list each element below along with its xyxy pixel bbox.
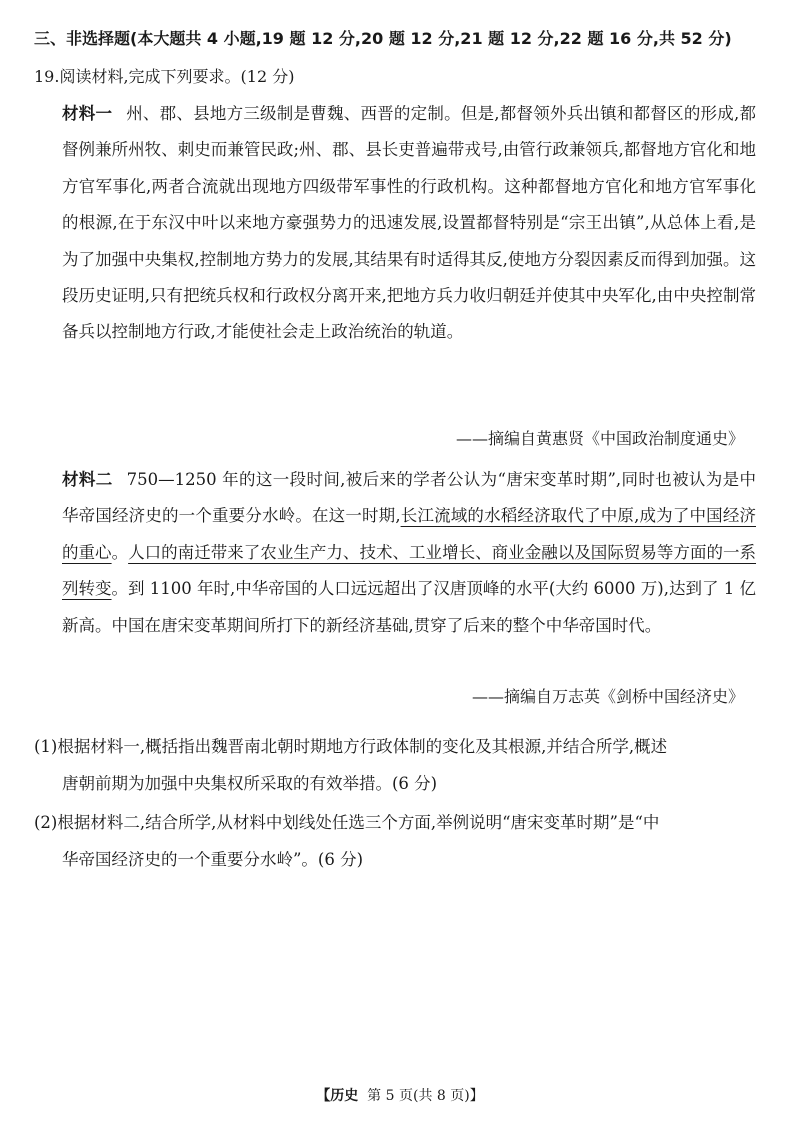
material-1-label: 材料一 xyxy=(62,104,113,123)
material-2-text-a: 750—1250 年的这一段时间,被后来的学者公认为“唐宋变革时期”,同时也被认为是中华帝国经济史的一个重要分水岭。在这一时期, xyxy=(62,470,756,526)
task-1-line-1: (1)根据材料一,概括指出魏晋南北朝时期地方行政体制的变化及其根源,并结合所学,概述 xyxy=(34,737,668,756)
question-title: 19.阅读材料,完成下列要求。(12 分) xyxy=(34,67,295,86)
task-2 xyxy=(34,804,758,878)
material-1 xyxy=(62,96,756,351)
material-1-text: 州、郡、县地方三级制是曹魏、西晋的定制。但是,都督领外兵出镇和都督区的形成,都督例兼所州牧、刺史而兼管民政;州、郡、县长吏普遍带戎号,由管行政兼领兵,都督地方官化和地方官军事化,两者合流就出现地方四级带军事性的行政机构。这种都督地方官化和地方官军事化的根源,在于东汉中叶以来地方豪强势力的迅速发展,设置都督特别是“宗王出镇”,从总体上看,是为了加强中央集权,控制地方势力的发展,其结果有时适得其反,使地方分裂因素反而得到加强。这段历史证明,只有把统兵权和行政权分离开来,把地方兵力收归朝廷并使其中央军化,由中央控制常备兵以控制地方行政,才能使社会走上政治统治的轨道。 xyxy=(62,104,756,342)
material-2-label: 材料二 xyxy=(62,470,113,489)
material-2-underline-2: 人口的南迁带来了农业生产力、技术、工业增长、商业金融以及国际贸易等方面的一系列转变 xyxy=(62,542,757,599)
footer-subject: 【历史 xyxy=(316,1088,359,1104)
task-1 xyxy=(34,728,758,802)
page-footer xyxy=(0,1086,800,1106)
footer-page-number: 第 5 页(共 8 页)】 xyxy=(367,1088,484,1104)
material-2-underline-1: 长江流域的水稻经济取代了中原,成为了中国经济的重心 xyxy=(62,506,756,562)
task-1-line-2: 唐朝前期为加强中央集权所采取的有效举措。(6 分) xyxy=(62,774,438,793)
material-2 xyxy=(62,462,756,644)
material-2-text-c: 。到 1100 年时,中华帝国的人口远远超出了汉唐顶峰的水平(大约 6000 万),达到了 1 亿新高。中国在唐宋变革期间所打下的新经济基础,贯穿了后来的整个中华帝国时代。 xyxy=(62,579,756,635)
material-2-text-b: 。 xyxy=(111,542,129,562)
material-2-source: ——摘编自万志英《剑桥中国经济史》 xyxy=(471,687,744,706)
task-2-line-2: 华帝国经济史的一个重要分水岭”。(6 分) xyxy=(62,850,364,869)
section-title: 三、非选择题(本大题共 4 小题,19 题 12 分,20 题 12 分,21 题 12 分,22 题 16 分,共 52 分) xyxy=(34,29,732,48)
task-2-line-1: (2)根据材料二,结合所学,从材料中划线处任选三个方面,举例说明“唐宋变革时期”是“中 xyxy=(34,813,660,832)
material-1-source: ——摘编自黄惠贤《中国政治制度通史》 xyxy=(455,429,744,448)
